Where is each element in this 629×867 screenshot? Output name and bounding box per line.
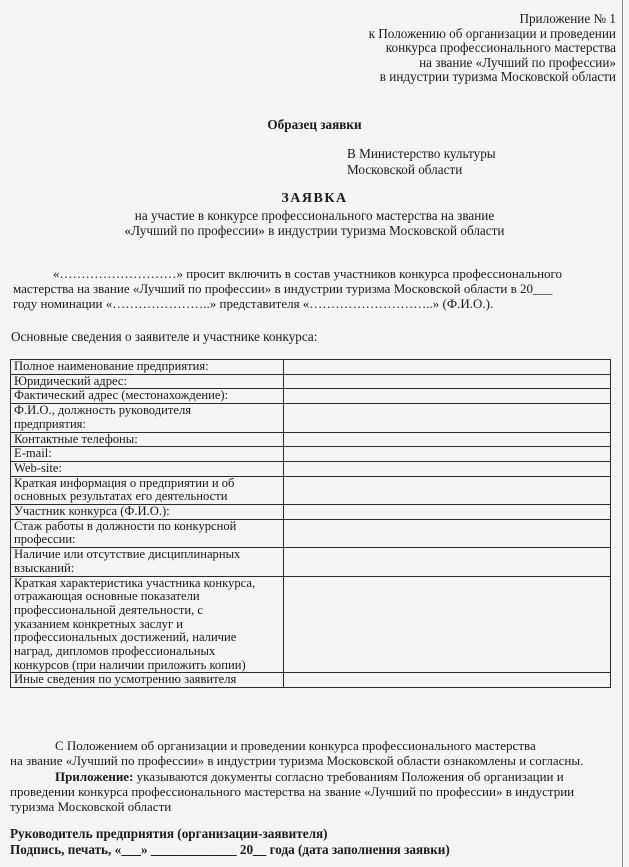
row-label-line: профессиональных достижений, наличие (14, 630, 237, 645)
row-label (11, 476, 284, 504)
row-label-line: Наличие или отсутствие дисциплинарных (14, 547, 241, 562)
application-title: ЗАЯВКА (281, 191, 348, 206)
row-value-field[interactable] (284, 476, 611, 504)
row-label-line: наград, дипломов профессиональных (14, 644, 216, 659)
table-row (11, 432, 611, 447)
row-label-line: Контактные телефоны: (14, 431, 138, 446)
intro-line: мастерства на звание «Лучший по профессии» в индустрии туризма Московской области в 20___ (13, 281, 553, 297)
sample-title: Образец заявки (267, 117, 362, 132)
row-label-line: указанием конкретных заслуг и (14, 616, 184, 631)
row-label-line: Web-site: (14, 460, 62, 475)
agreement-line: на звание «Лучший по профессии» в индустрии туризма Московской области ознакомлены и согласны. (10, 753, 584, 768)
row-value-field[interactable] (284, 461, 611, 476)
row-label (11, 432, 284, 447)
table-row (11, 374, 611, 389)
row-value-field[interactable] (284, 673, 611, 688)
row-value-field[interactable] (284, 389, 611, 404)
row-label-line: E-mail: (14, 446, 52, 461)
row-label (11, 461, 284, 476)
addressee-line: В Министерство культуры (347, 146, 496, 161)
table-row (11, 673, 611, 688)
row-label (11, 374, 284, 389)
intro-line: «………………………» просит включить в состав участников конкурса профессионального (53, 266, 563, 281)
agreement-paragraph (10, 738, 618, 768)
row-value-field[interactable] (284, 404, 611, 432)
row-label-line: Фактический адрес (местонахождение): (14, 388, 229, 403)
row-label-line: конкурсов (при наличии приложить копии) (14, 657, 246, 672)
row-label-line: Иные сведения по усмотрению заявителя (14, 672, 237, 687)
subtitle-line: «Лучший по профессии» в индустрии туризма Московской области (124, 223, 505, 238)
row-label (11, 505, 284, 520)
agreement-line: С Положением об организации и проведении конкурса профессионального мастерства (55, 738, 536, 753)
table-row (11, 519, 611, 547)
row-label-line: Ф.И.О., должность руководителя (14, 403, 192, 418)
attachment-line: туризма Московской области (10, 799, 172, 814)
addressee (347, 146, 496, 178)
addressee-line: Московской области (347, 162, 463, 177)
row-label (11, 576, 284, 673)
row-label (11, 404, 284, 432)
row-value-field[interactable] (284, 360, 611, 375)
row-label (11, 548, 284, 576)
attachment-paragraph (10, 769, 618, 814)
annex-line: Приложение № 1 (519, 11, 616, 26)
row-value-field[interactable] (284, 447, 611, 462)
application-subtitle (0, 208, 629, 238)
annex-line: к Положению об организации и проведении (368, 25, 616, 41)
row-label-line: предприятия: (14, 416, 86, 431)
row-value-field[interactable] (284, 576, 611, 673)
annex-line: в индустрии туризма Московской области (379, 69, 616, 84)
attachment-line: проведении конкурса профессионального мастерства на звание «Лучший по профессии» в индустрии (10, 784, 575, 799)
row-label-line: профессии: (14, 532, 76, 547)
row-label-line: основных результатах его деятельности (14, 489, 228, 504)
table-row (11, 476, 611, 504)
attachment-text: указываются документы согласно требованиям Положения об организации и (133, 769, 564, 784)
row-label-line: отражающая основные показатели (14, 589, 200, 604)
row-label (11, 360, 284, 375)
applicant-info-table (10, 359, 611, 688)
table-row (11, 404, 611, 432)
row-label-line: взысканий: (14, 560, 75, 575)
table-row (11, 461, 611, 476)
table-row (11, 447, 611, 462)
row-value-field[interactable] (284, 548, 611, 576)
attachment-label: Приложение: (55, 769, 134, 784)
row-value-field[interactable] (284, 519, 611, 547)
row-label-line: Полное наименование предприятия: (14, 359, 209, 373)
table-row (11, 505, 611, 520)
row-label-line: профессиональной деятельности, с (14, 602, 203, 617)
table-row (11, 360, 611, 375)
row-value-field[interactable] (284, 505, 611, 520)
table-row (11, 576, 611, 673)
basic-info-heading: Основные сведения о заявителе и участнике конкурса: (11, 329, 318, 344)
row-label-line: Юридический адрес: (14, 373, 127, 388)
row-label-line: Краткая характеристика участника конкурса, (14, 575, 256, 590)
signature-block (10, 826, 620, 858)
head-of-enterprise: Руководитель предприятия (организации-заявителя) (10, 826, 328, 841)
row-value-field[interactable] (284, 374, 611, 389)
attachment-line (10, 769, 618, 784)
row-label-line: Краткая информация о предприятии и об (14, 475, 235, 490)
annex-line: на звание «Лучший по профессии» (419, 54, 616, 70)
signature-line: Подпись, печать, «___» _____________ 20__ года (дата заполнения заявки) (10, 842, 450, 857)
row-label-line: Участник конкурса (Ф.И.О.): (14, 504, 170, 519)
annex-reference (286, 12, 616, 85)
intro-line: году номинации «…………………..» представителя «………………………..» (Ф.И.О.). (13, 296, 494, 312)
table-row (11, 548, 611, 576)
intro-paragraph (13, 266, 623, 312)
table-row (11, 389, 611, 404)
row-label (11, 389, 284, 404)
row-label (11, 447, 284, 462)
row-value-field[interactable] (284, 432, 611, 447)
row-label (11, 519, 284, 547)
subtitle-line: на участие в конкурсе профессионального мастерства на звание (134, 208, 495, 223)
annex-line: конкурса профессионального мастерства (385, 40, 616, 55)
row-label-line: Стаж работы в должности по конкурсной (14, 518, 237, 533)
row-label (11, 673, 284, 688)
